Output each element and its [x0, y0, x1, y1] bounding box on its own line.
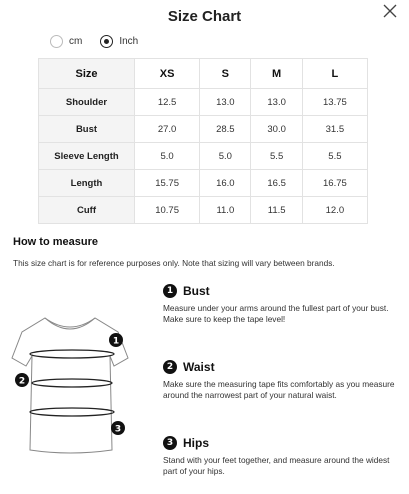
step-title: Hips — [183, 436, 210, 450]
step-number: 3 — [163, 436, 177, 450]
cm-radio[interactable] — [50, 35, 63, 48]
table-cell: 11.0 — [200, 197, 251, 224]
table-cell: 16.5 — [251, 170, 302, 197]
step-waist — [163, 360, 403, 400]
marker-hips — [111, 421, 125, 435]
row-label: Shoulder — [39, 89, 135, 116]
table-cell: 15.75 — [135, 170, 200, 197]
table-cell: 12.5 — [135, 89, 200, 116]
how-to-measure-heading: How to measure — [13, 236, 98, 248]
table-cell: 5.5 — [302, 143, 367, 170]
row-label: Cuff — [39, 197, 135, 224]
table-cell: 12.0 — [302, 197, 367, 224]
table-cell: 11.5 — [251, 197, 302, 224]
marker-bust — [109, 333, 123, 347]
marker-bust-label: 1 — [112, 336, 120, 347]
unit-option-inch[interactable] — [100, 35, 138, 48]
step-number: 1 — [163, 284, 177, 298]
table-cell: 16.75 — [302, 170, 367, 197]
table-cell: 13.75 — [302, 89, 367, 116]
shirt-diagram — [10, 310, 130, 465]
marker-hips-label: 3 — [114, 424, 122, 435]
table-row — [39, 116, 368, 143]
step-number: 2 — [163, 360, 177, 374]
table-cell: 5.5 — [251, 143, 302, 170]
table-cell: 30.0 — [251, 116, 302, 143]
table-cell: 13.0 — [200, 89, 251, 116]
row-label: Length — [39, 170, 135, 197]
step-description: Stand with your feet together, and measure around the widest part of your hips. — [163, 455, 390, 476]
column-header: M — [251, 59, 302, 89]
row-label: Bust — [39, 116, 135, 143]
page-title: Size Chart — [167, 8, 242, 25]
table-cell: 5.0 — [135, 143, 200, 170]
step-description: Make sure the measuring tape fits comfortably as you measure around the narrowest part of your natural waist. — [163, 379, 395, 400]
table-cell: 16.0 — [200, 170, 251, 197]
row-label: Sleeve Length — [39, 143, 135, 170]
table-cell: 31.5 — [302, 116, 367, 143]
inch-radio[interactable] — [100, 35, 113, 48]
table-cell: 27.0 — [135, 116, 200, 143]
column-header: S — [200, 59, 251, 89]
cm-label: cm — [69, 36, 83, 47]
close-button[interactable] — [381, 2, 399, 20]
unit-option-cm[interactable] — [50, 35, 82, 48]
table-cell: 5.0 — [200, 143, 251, 170]
close-icon — [381, 2, 399, 20]
table-cell: 13.0 — [251, 89, 302, 116]
table-header-row — [39, 59, 368, 89]
size-table — [38, 58, 368, 224]
step-description: Measure under your arms around the fullest part of your bust. Make sure to keep the tape level! — [163, 303, 389, 324]
unit-selector — [50, 35, 138, 48]
step-bust — [163, 284, 403, 324]
table-cell: 28.5 — [200, 116, 251, 143]
step-title: Bust — [183, 284, 210, 298]
step-hips — [163, 436, 403, 476]
column-header: XS — [135, 59, 200, 89]
table-row — [39, 89, 368, 116]
table-row — [39, 197, 368, 224]
table-row — [39, 143, 368, 170]
step-title: Waist — [183, 360, 215, 374]
table-cell: 10.75 — [135, 197, 200, 224]
inch-label: Inch — [119, 36, 139, 47]
size-header: Size — [39, 59, 135, 89]
marker-waist-label: 2 — [18, 376, 26, 387]
table-row — [39, 170, 368, 197]
column-header: L — [302, 59, 367, 89]
marker-waist — [15, 373, 29, 387]
sizing-note: This size chart is for reference purposes only. Note that sizing will vary between brands. — [13, 258, 335, 268]
